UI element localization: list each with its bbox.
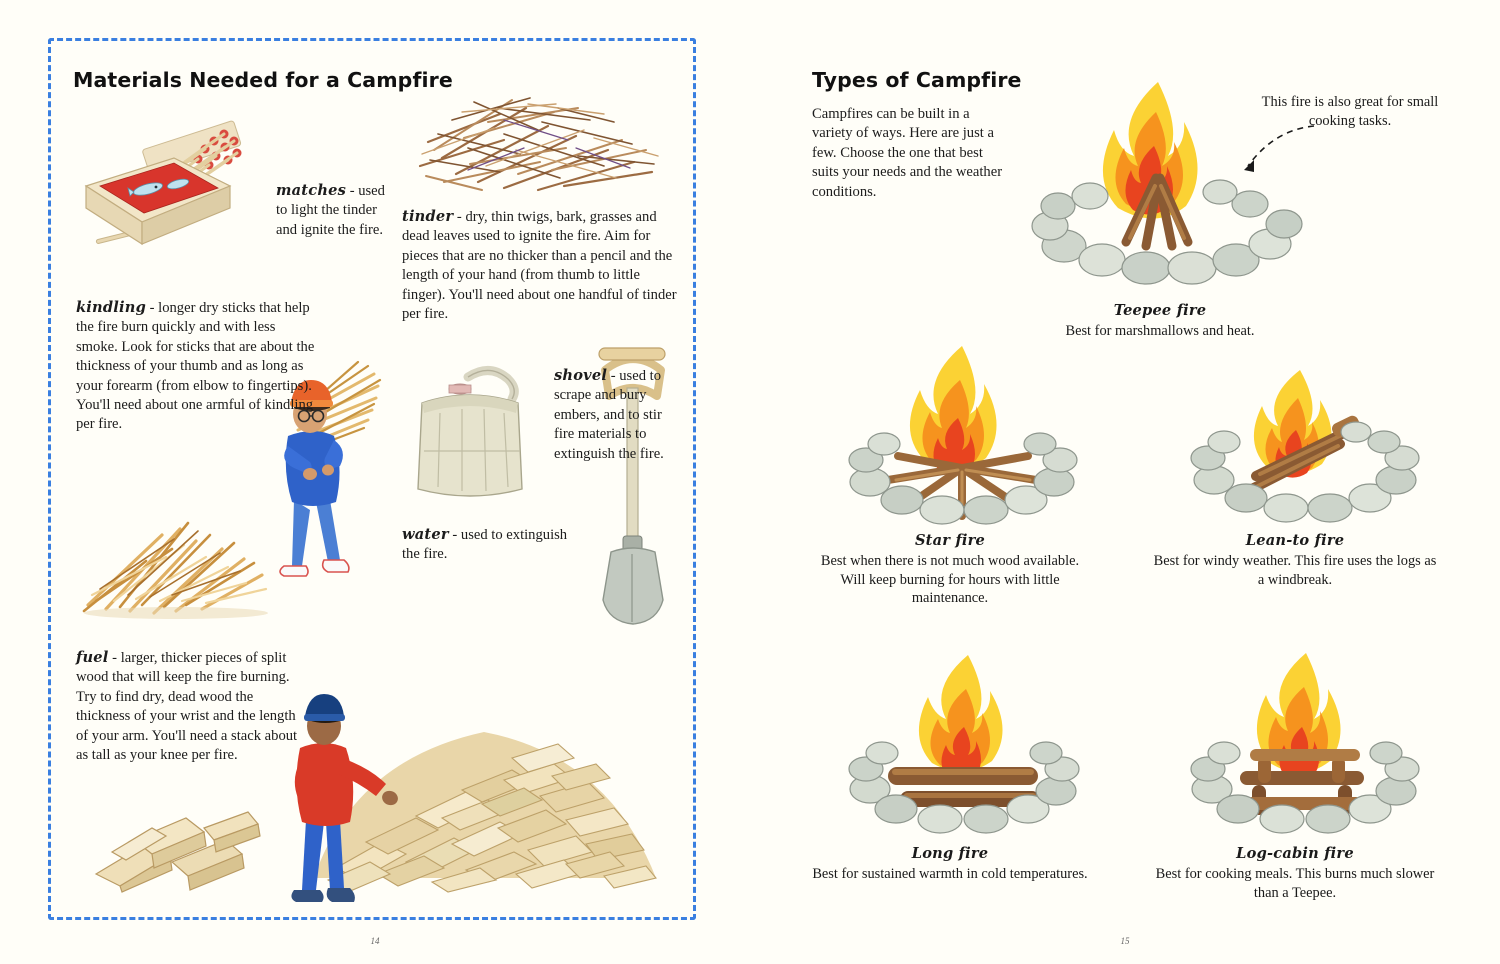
term-kindling: kindling (76, 299, 146, 316)
caption-water-text: - used to extinguish the fire. (402, 527, 568, 563)
log-cabin-fire-illustration (1180, 645, 1430, 840)
fire-name-star: Star fire (914, 532, 986, 549)
term-tinder: tinder (402, 208, 454, 225)
fire-caption-teepee (1040, 302, 1280, 341)
fire-description-log-cabin: Best for cooking meals. This burns much slower than a Teepee. (1155, 865, 1435, 901)
split-logs-illustration (86, 778, 271, 898)
kindling-illustration (76, 505, 276, 620)
fire-caption-long (810, 845, 1090, 884)
page-title-right: Types of Campfire (812, 68, 1022, 92)
right-page (750, 0, 1500, 964)
teepee-fire-illustration (998, 78, 1318, 293)
term-shovel: shovel (554, 367, 608, 384)
caption-fuel-text: - larger, thicker pieces of split wood that will keep the fire burning. Try to find dry, dead wood the thickness of your wrist and the length of your arm. You'll need a stack about as tall as your knee per fire. (76, 650, 298, 764)
page-number-right: 15 (1120, 936, 1130, 946)
term-fuel: fuel (76, 649, 109, 666)
term-water: water (402, 526, 449, 543)
page-number-left: 14 (370, 936, 380, 946)
caption-shovel (554, 366, 669, 464)
water-container-illustration (400, 355, 540, 510)
intro-paragraph: Campfires can be built in a variety of ways. Here are just a few. Choose the one that best suits your needs and the weather conditions. (812, 106, 1003, 200)
caption-fuel (76, 648, 308, 765)
fire-description-teepee: Best for marshmallows and heat. (1065, 322, 1255, 339)
caption-matches-text: - used to light the tinder and ignite the fire. (276, 183, 385, 238)
long-fire-illustration (840, 645, 1090, 840)
fire-caption-star (810, 532, 1090, 608)
caption-water (402, 525, 582, 565)
page-title-left: Materials Needed for a Campfire (73, 68, 453, 92)
fire-description-star: Best when there is not much wood available. Will keep burning for hours with little maintenance. (820, 552, 1080, 607)
woodpile-and-child-illustration (266, 630, 676, 900)
caption-kindling-text: - longer dry sticks that help the fire burn quickly and with less smoke. Look for sticks that are about the thickness of your thumb and as long as your forearm (from elbow to fingertips). You'll need about one armful of kindling per fire. (76, 300, 315, 433)
lean-to-fire-illustration (1180, 340, 1430, 530)
caption-kindling (76, 298, 316, 435)
caption-tinder-text: - dry, thin twigs, bark, grasses and dead leaves used to ignite the fire. Aim for pieces that are no thicker than a pencil and the length of your hand (from thumb to little finger). You'll need about one handful of tinder per fire. (402, 209, 677, 323)
fire-name-lean-to: Lean-to fire (1245, 532, 1345, 549)
term-matches: matches (276, 182, 347, 199)
star-fire-illustration (840, 340, 1090, 530)
tinder-illustration (408, 78, 668, 203)
matchbox-illustration (78, 112, 268, 272)
caption-shovel-text: - used to scrape and bury embers, and to stir fire materials to extinguish the fire. (554, 368, 664, 462)
fire-caption-log-cabin (1150, 845, 1440, 902)
fire-description-long: Best for sustained warmth in cold temperatures. (812, 865, 1088, 882)
fire-description-lean-to: Best for windy weather. This fire uses the logs as a windbreak. (1153, 552, 1437, 588)
fire-name-log-cabin: Log-cabin fire (1236, 845, 1354, 862)
caption-matches (276, 181, 391, 240)
fire-name-long: Long fire (911, 845, 989, 862)
fire-name-teepee: Teepee fire (1113, 302, 1207, 319)
tip-note: This fire is also great for small cooking tasks. (1261, 94, 1439, 129)
fire-caption-lean-to (1150, 532, 1440, 589)
caption-tinder (402, 207, 684, 324)
